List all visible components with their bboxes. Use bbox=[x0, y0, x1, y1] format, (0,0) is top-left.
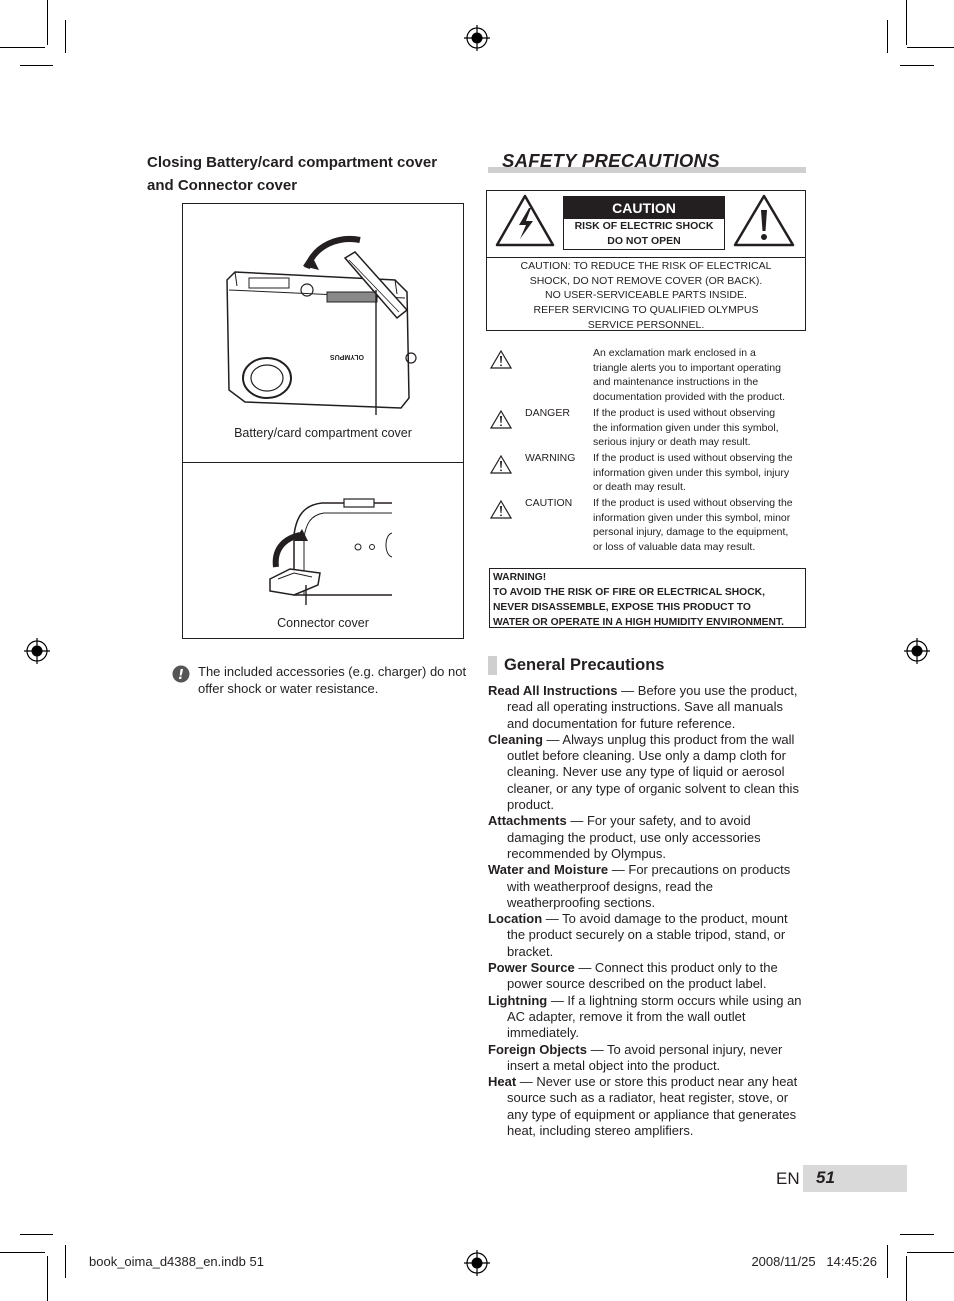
safety-precautions-heading bbox=[488, 150, 806, 172]
symbol-description bbox=[593, 496, 805, 555]
footer-timestamp: 2008/11/25 14:45:26 bbox=[751, 1254, 877, 1269]
precaution-term: Attachments bbox=[488, 813, 567, 829]
symbol-description bbox=[593, 406, 805, 450]
registration-mark-icon bbox=[464, 1250, 490, 1276]
caution-body-line: SHOCK, DO NOT REMOVE COVER (OR BACK). bbox=[529, 274, 763, 287]
caution-body-line: REFER SERVICING TO QUALIFIED OLYMPUS bbox=[533, 304, 759, 317]
figure-caption-battery-cover: Battery/card compartment cover bbox=[234, 426, 412, 440]
caution-heading: CAUTION bbox=[564, 197, 724, 219]
section-title-closing-covers: Closing Battery/card compartment cover and Connector cover bbox=[147, 154, 438, 194]
caution-body bbox=[487, 259, 805, 333]
exclamation-note-icon bbox=[172, 665, 190, 683]
precaution-term: Location bbox=[488, 911, 543, 927]
exclamation-triangle-icon bbox=[490, 500, 512, 519]
warning-line: NEVER DISASSEMBLE, EXPOSE THIS PRODUCT TO bbox=[493, 602, 751, 613]
exclamation-triangle-icon bbox=[490, 350, 512, 369]
desc-line: If the product is used without observing the bbox=[593, 497, 793, 509]
page-number-box bbox=[803, 1165, 907, 1192]
registration-mark-icon bbox=[904, 638, 930, 664]
svg-text:!: ! bbox=[178, 668, 184, 683]
exclamation-triangle-icon bbox=[490, 410, 512, 429]
precaution-text: — To avoid personal injury, never insert a metal object into the product. bbox=[507, 1041, 783, 1073]
symbol-label-caution: CAUTION bbox=[525, 497, 573, 509]
general-precautions-heading bbox=[488, 656, 808, 676]
warning-line: WARNING! bbox=[493, 572, 547, 583]
caution-body-line: SERVICE PERSONNEL. bbox=[587, 318, 705, 331]
desc-line: serious injury or death may result. bbox=[593, 436, 751, 449]
caution-body-line: CAUTION: TO REDUCE THE RISK OF ELECTRICAL bbox=[520, 260, 772, 272]
list-item bbox=[488, 732, 806, 813]
precaution-term: Cleaning bbox=[488, 731, 543, 747]
list-item bbox=[488, 862, 806, 911]
list-item bbox=[488, 683, 806, 732]
desc-line: information given under this symbol, injury bbox=[593, 466, 790, 479]
language-code: EN bbox=[776, 1169, 800, 1188]
desc-line: documentation provided with the product. bbox=[593, 391, 786, 404]
precaution-term: Read All Instructions bbox=[488, 683, 618, 698]
caution-subline-1: RISK OF ELECTRIC SHOCK bbox=[574, 220, 714, 232]
general-precautions-title: General Precautions bbox=[504, 656, 665, 674]
list-item bbox=[488, 993, 806, 1042]
desc-line: If the product is used without observing the bbox=[593, 452, 793, 464]
fire-shock-warning-box bbox=[489, 568, 806, 628]
lightning-warning-icon bbox=[495, 194, 555, 247]
precaution-text: — Connect this product only to the power source described on the product label. bbox=[507, 960, 778, 992]
registration-mark-icon bbox=[464, 25, 490, 51]
list-item bbox=[488, 813, 806, 862]
warning-line: TO AVOID THE RISK OF FIRE OR ELECTRICAL SHOCK, bbox=[493, 587, 765, 598]
precaution-text: — If a lightning storm occurs while using an AC adapter, remove it from the wall outlet immediately. bbox=[507, 992, 802, 1041]
precaution-text: — Before you use the product, read all operating instructions. Save all manuals and documentation for future reference. bbox=[507, 683, 798, 731]
desc-line: or loss of valuable data may result. bbox=[593, 541, 756, 554]
precaution-text: — For your safety, and to avoid damaging the product, use only accessories recommended by Olympus. bbox=[507, 813, 761, 861]
precaution-term: Foreign Objects bbox=[488, 1041, 587, 1057]
precaution-term: Heat bbox=[488, 1074, 517, 1090]
precaution-term: Water and Moisture bbox=[488, 862, 609, 878]
symbol-description bbox=[593, 451, 805, 495]
camera-brand-logo: OLYMPUS bbox=[330, 353, 364, 360]
symbol-description bbox=[593, 346, 805, 405]
desc-line: An exclamation mark enclosed in a bbox=[593, 347, 756, 359]
precautions-list bbox=[488, 683, 806, 1139]
list-item bbox=[488, 1074, 806, 1139]
warning-line: WATER OR OPERATE IN A HIGH HUMIDITY ENVIRONMENT. bbox=[493, 617, 784, 628]
desc-line: information given under this symbol, minor bbox=[593, 511, 791, 524]
heading-marker bbox=[488, 656, 497, 675]
desc-line: the information given under this symbol, bbox=[593, 421, 779, 434]
figure-caption-connector-cover: Connector cover bbox=[277, 616, 369, 630]
caution-label-block bbox=[563, 196, 725, 250]
list-item bbox=[488, 960, 806, 993]
caution-subline-2: DO NOT OPEN bbox=[607, 235, 681, 247]
symbol-label-danger: DANGER bbox=[525, 407, 570, 419]
camera-connector-cover-illustration bbox=[262, 495, 397, 605]
list-item bbox=[488, 911, 806, 960]
exclamation-warning-icon bbox=[733, 194, 795, 247]
exclamation-triangle-icon bbox=[490, 455, 512, 474]
precaution-term: Lightning bbox=[488, 992, 548, 1008]
caution-body-line: NO USER-SERVICEABLE PARTS INSIDE. bbox=[545, 289, 747, 302]
camera-battery-cover-illustration bbox=[215, 230, 430, 415]
desc-line: triangle alerts you to important operating bbox=[593, 361, 781, 374]
safety-precautions-title: SAFETY PRECAUTIONS bbox=[502, 150, 720, 171]
figure-divider bbox=[182, 462, 464, 463]
precaution-text: — Always unplug this product from the wall outlet before cleaning. Use only a damp cloth for cleaning. Never use any type of liquid or aerosol cleaner, or any type of organic solvent to clean this product. bbox=[507, 731, 799, 813]
footer-filename: book_oima_d4388_en.indb 51 bbox=[89, 1254, 264, 1269]
note-text: The included accessories (e.g. charger) do not offer shock or water resistance. bbox=[198, 664, 467, 696]
precaution-text: — For precautions on products with weatherproof designs, read the weatherproofing sections. bbox=[507, 862, 791, 910]
registration-mark-icon bbox=[24, 638, 50, 664]
page-number-block bbox=[776, 1165, 908, 1192]
precaution-text: — Never use or store this product near any heat source such as a radiator, heat register, stove, or any type of equipment or appliance that generates heat, including stereo amplifiers. bbox=[507, 1074, 798, 1139]
list-item bbox=[488, 1042, 806, 1075]
caution-box-divider bbox=[487, 257, 805, 258]
desc-line: or death may result. bbox=[593, 481, 686, 494]
page-number: 51 bbox=[816, 1168, 835, 1187]
desc-line: and maintenance instructions in the bbox=[593, 376, 759, 389]
precaution-text: — To avoid damage to the product, mount the product securely on a stable tripod, stand, or bracket. bbox=[507, 911, 788, 959]
desc-line: personal injury, damage to the equipment, bbox=[593, 526, 789, 539]
caution-box bbox=[486, 190, 806, 331]
precaution-term: Power Source bbox=[488, 960, 575, 976]
desc-line: If the product is used without observing bbox=[593, 407, 776, 419]
symbol-label-warning: WARNING bbox=[525, 452, 576, 464]
